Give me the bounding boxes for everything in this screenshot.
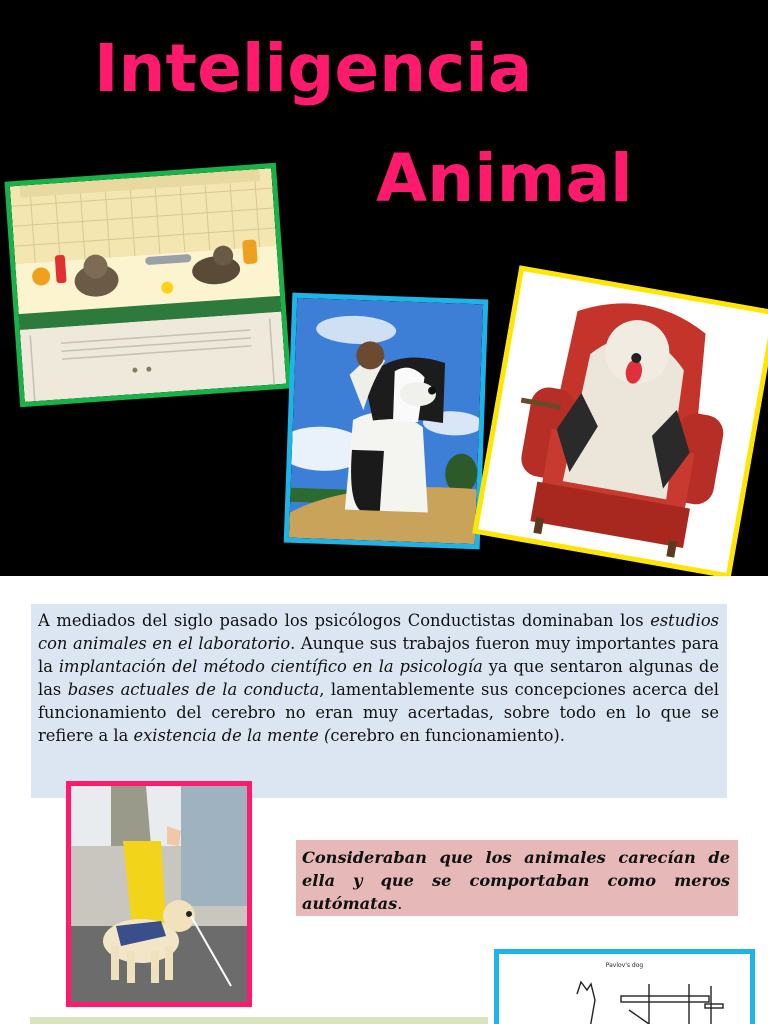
intro-emphasis: bases actuales de la conducta (67, 680, 320, 699)
pavlov-dog-figure (494, 949, 755, 1024)
bottom-text-box (30, 1017, 488, 1024)
intro-emphasis: existencia de la mente ( (133, 726, 331, 745)
intro-emphasis: estudios con animales en el laboratorio (38, 611, 719, 653)
guide-dog-photo (66, 781, 252, 1007)
intro-text: . Aunque sus trabajos fueron muy importantes para la (38, 634, 719, 676)
intro-text: A mediados del siglo pasado los psicólogos Conductistas dominaban los (38, 611, 651, 630)
waving-dog-photo (284, 293, 489, 550)
title-line-1: Inteligencia (94, 30, 533, 107)
slide-content (0, 576, 768, 1024)
intro-text: cerebro en funcionamiento). (330, 726, 565, 745)
intro-text: ya que sentaron algunas de las (38, 657, 719, 699)
intro-paragraph (38, 609, 719, 747)
callout-text: Consideraban que los animales carecían de ella y que se comportaban como meros autómatas (302, 848, 730, 913)
intro-text: , lamentablemente sus concepciones acerca del funcionamiento del cerebro no eran muy acertadas, sobre todo en lo que se refiere a la (38, 680, 720, 745)
intro-text-box (31, 604, 727, 798)
cats-bathtub-photo (4, 163, 291, 407)
callout-paragraph (302, 846, 730, 915)
pavlov-label: Pavlov's dog (605, 962, 644, 969)
callout-period: . (397, 894, 403, 913)
intro-emphasis: implantación del método científico en la psicología (58, 657, 483, 676)
callout-box (296, 840, 738, 916)
dog-armchair-photo (472, 265, 768, 576)
title-line-2: Animal (376, 140, 633, 217)
